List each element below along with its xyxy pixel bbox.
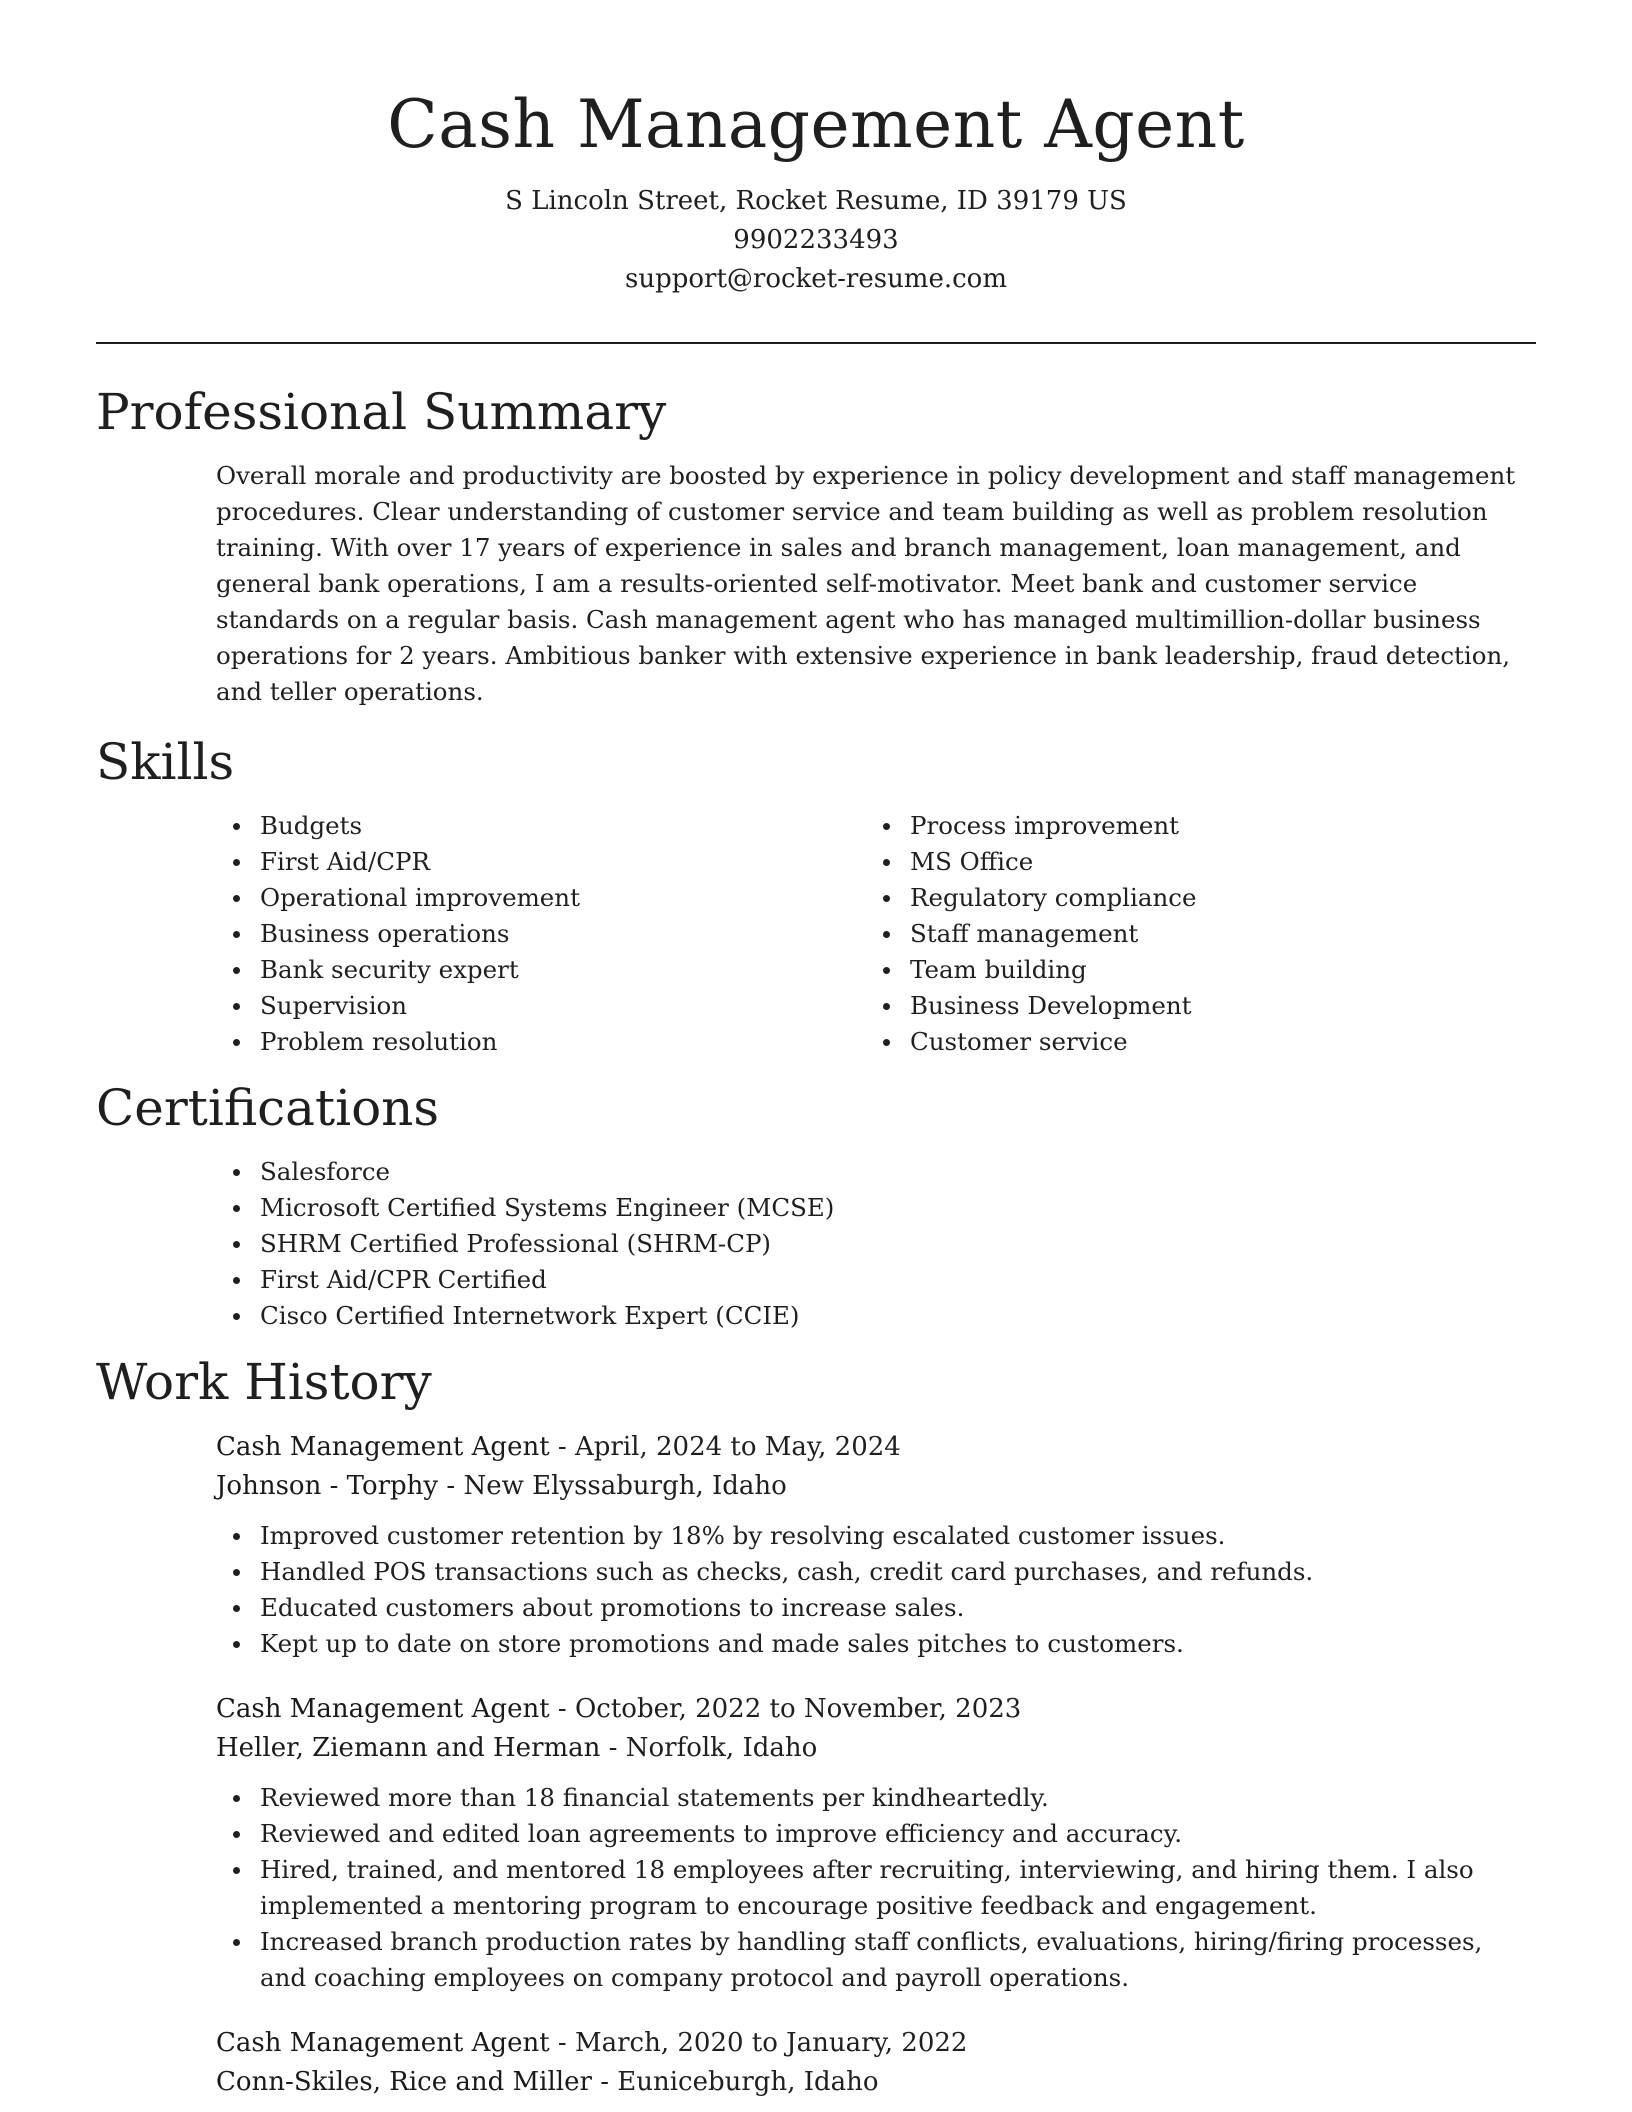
summary-text: Overall morale and productivity are boosted by experience in policy development and staff management procedures. Clear understanding of customer service and team building as well as problem resolution training. With over 17 years of experience in sales and branch management, loan management, and general bank operations, I am a results-oriented self-motivator. Meet bank and customer service standards on a regular basis. Cash management agent who has managed multimillion-dollar business operations for 2 years. Ambitious banker with extensive experience in bank leadership, fraud detection, and teller operations. bbox=[216, 461, 1516, 706]
summary-heading: Professional Summary bbox=[96, 383, 667, 441]
separator: - bbox=[446, 1471, 464, 1501]
job-bullet: Improved customer retention by 18% by resolving escalated customer issues. bbox=[216, 1518, 1536, 1554]
skill-item: Business operations bbox=[216, 916, 866, 952]
skill-item: First Aid/CPR bbox=[216, 844, 866, 880]
skill-item: Team building bbox=[866, 952, 1516, 988]
job-dates: April, 2024 to May, 2024 bbox=[574, 1432, 901, 1462]
certifications-list bbox=[216, 1154, 1536, 1334]
separator: - bbox=[557, 1694, 575, 1724]
skill-item: Staff management bbox=[866, 916, 1516, 952]
job-entry bbox=[216, 2024, 1536, 2102]
skill-item: Process improvement bbox=[866, 808, 1516, 844]
skills-section bbox=[96, 730, 1536, 1060]
skill-item: Operational improvement bbox=[216, 880, 866, 916]
work-history-section bbox=[96, 1350, 1536, 2102]
job-bullet: Kept up to date on store promotions and made sales pitches to customers. bbox=[216, 1626, 1536, 1662]
skill-item: Bank security expert bbox=[216, 952, 866, 988]
certifications-heading: Certifications bbox=[96, 1079, 440, 1137]
job-bullet: Reviewed and edited loan agreements to improve efficiency and accuracy. bbox=[216, 1816, 1536, 1852]
job-company-line bbox=[216, 1729, 1536, 1768]
separator: - bbox=[600, 2067, 618, 2097]
separator: - bbox=[608, 1733, 626, 1763]
skills-left-column bbox=[216, 808, 866, 1060]
certification-item: Cisco Certified Internetwork Expert (CCIE) bbox=[216, 1298, 1536, 1334]
separator: - bbox=[557, 2028, 575, 2058]
job-title-line bbox=[216, 2024, 1536, 2063]
work-history-heading: Work History bbox=[96, 1353, 432, 1411]
job-company-line bbox=[216, 1467, 1536, 1506]
job-location: New Elyssaburgh, Idaho bbox=[463, 1471, 787, 1501]
job-location: Euniceburgh, Idaho bbox=[617, 2067, 879, 2097]
skill-item: Budgets bbox=[216, 808, 866, 844]
job-bullet: Educated customers about promotions to increase sales. bbox=[216, 1590, 1536, 1626]
job-entry bbox=[216, 1690, 1536, 1996]
certification-item: First Aid/CPR Certified bbox=[216, 1262, 1536, 1298]
job-bullet: Reviewed more than 18 financial statements per kindheartedly. bbox=[216, 1780, 1536, 1816]
certification-item: Microsoft Certified Systems Engineer (MCSE) bbox=[216, 1190, 1536, 1226]
job-dates: October, 2022 to November, 2023 bbox=[574, 1694, 1022, 1724]
header-divider bbox=[96, 342, 1536, 344]
phone: 9902233493 bbox=[733, 225, 899, 255]
job-title: Cash Management Agent bbox=[216, 1694, 550, 1724]
job-bullet: Hired, trained, and mentored 18 employees after recruiting, interviewing, and hiring them. I also implemented a mentoring program to encourage positive feedback and engagement. bbox=[216, 1852, 1536, 1924]
email: support@rocket-resume.com bbox=[624, 264, 1007, 294]
skill-item: Business Development bbox=[866, 988, 1516, 1024]
skills-grid bbox=[216, 808, 1536, 1060]
skill-item: Customer service bbox=[866, 1024, 1516, 1060]
job-title-line bbox=[216, 1428, 1536, 1467]
separator: - bbox=[557, 1432, 575, 1462]
certification-item: Salesforce bbox=[216, 1154, 1536, 1190]
job-company: Johnson - Torphy bbox=[216, 1471, 439, 1501]
job-entry bbox=[216, 1428, 1536, 1662]
job-company: Heller, Ziemann and Herman bbox=[216, 1733, 601, 1763]
summary-section bbox=[96, 380, 1536, 710]
certifications-section bbox=[96, 1076, 1536, 1334]
skills-heading: Skills bbox=[96, 733, 235, 791]
job-title: Cash Management Agent bbox=[216, 1432, 550, 1462]
contact-info bbox=[0, 182, 1632, 299]
skills-right-column bbox=[866, 808, 1516, 1060]
skill-item: Regulatory compliance bbox=[866, 880, 1516, 916]
skill-item: Supervision bbox=[216, 988, 866, 1024]
skill-item: Problem resolution bbox=[216, 1024, 866, 1060]
certification-item: SHRM Certified Professional (SHRM-CP) bbox=[216, 1226, 1536, 1262]
job-bullets bbox=[216, 1518, 1536, 1662]
job-location: Norfolk, Idaho bbox=[625, 1733, 818, 1763]
address: S Lincoln Street, Rocket Resume, ID 39179 US bbox=[505, 186, 1127, 216]
job-bullets bbox=[216, 1780, 1536, 1996]
job-company-line bbox=[216, 2063, 1536, 2102]
resume-body bbox=[96, 380, 1536, 2112]
candidate-name: Cash Management Agent bbox=[387, 86, 1245, 163]
resume-header bbox=[0, 0, 1632, 299]
job-title: Cash Management Agent bbox=[216, 2028, 550, 2058]
job-bullet: Increased branch production rates by handling staff conflicts, evaluations, hiring/firing processes, and coaching employees on company protocol and payroll operations. bbox=[216, 1924, 1536, 1996]
skill-item: MS Office bbox=[866, 844, 1516, 880]
job-bullet: Handled POS transactions such as checks, cash, credit card purchases, and refunds. bbox=[216, 1554, 1536, 1590]
job-title-line bbox=[216, 1690, 1536, 1729]
job-dates: March, 2020 to January, 2022 bbox=[574, 2028, 968, 2058]
job-company: Conn-Skiles, Rice and Miller bbox=[216, 2067, 592, 2097]
